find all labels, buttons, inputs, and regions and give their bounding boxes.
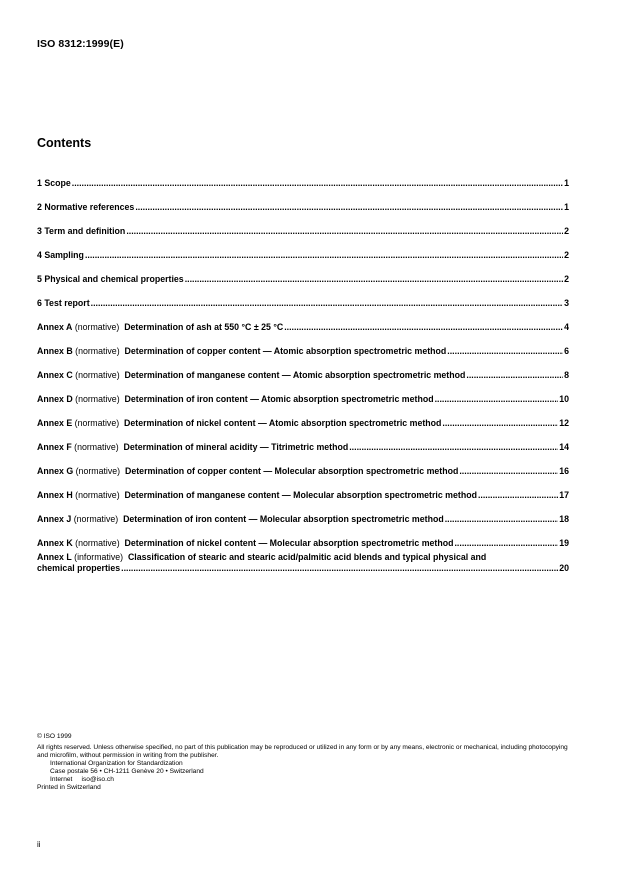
annex-title: Determination of nickel content — Molecular absorption spectrometric method [124, 537, 454, 548]
copyright-notice [37, 733, 577, 792]
toc-annex-j[interactable] [37, 500, 569, 524]
toc-entry-page: 20 [559, 562, 569, 573]
toc-entry-term-definition[interactable] [37, 212, 569, 236]
annex-title: Determination of manganese content — Atomic absorption spectrometric method [124, 369, 466, 380]
toc-entry-scope[interactable] [37, 164, 569, 188]
toc-entry-page: 16 [559, 465, 569, 476]
toc-entry-title: 2 Normative references [37, 201, 135, 212]
toc-entry-page: 12 [559, 417, 569, 428]
toc-annex-e[interactable] [37, 404, 569, 428]
table-of-contents [37, 164, 569, 573]
annex-title: Determination of copper content — Molecular absorption spectrometric method [125, 465, 459, 476]
toc-annex-g[interactable] [37, 452, 569, 476]
annex-type: (normative) [75, 537, 120, 548]
toc-annex-h[interactable] [37, 476, 569, 500]
toc-entry-title: 6 Test report [37, 297, 90, 308]
annex-type: (normative) [75, 489, 120, 500]
annex-label: Annex K [37, 537, 73, 548]
toc-entry-test-report[interactable] [37, 284, 569, 308]
annex-title: Determination of ash at 550 °C ± 25 °C [124, 321, 284, 332]
annex-title: Determination of iron content — Molecular absorption spectrometric method [123, 513, 444, 524]
organization-internet[interactable]: Internet iso@iso.ch [50, 776, 114, 783]
toc-entry-physical-chemical[interactable] [37, 260, 569, 284]
annex-label: Annex A [37, 321, 73, 332]
toc-entry-page: 6 [564, 345, 569, 356]
toc-entry-sampling[interactable] [37, 236, 569, 260]
toc-entry-title: 5 Physical and chemical properties [37, 273, 184, 284]
toc-entry-page: 1 [564, 201, 569, 212]
toc-annex-a[interactable] [37, 308, 569, 332]
toc-entry-title: 4 Sampling [37, 249, 84, 260]
annex-type: (normative) [73, 513, 119, 524]
toc-entry-page: 18 [559, 513, 569, 524]
toc-entry-page: 19 [559, 537, 569, 548]
toc-entry-page: 2 [564, 249, 569, 260]
organization-name: International Organization for Standardization [50, 760, 183, 767]
contents-title: Contents [37, 136, 92, 150]
toc-entry-page: 4 [564, 321, 569, 332]
toc-entry-title: 3 Term and definition [37, 225, 126, 236]
toc-entry-page: 1 [564, 177, 569, 188]
toc-entry-page: 14 [559, 441, 569, 452]
annex-title: Determination of copper content — Atomic absorption spectrometric method [124, 345, 447, 356]
toc-entry-title: 1 Scope [37, 177, 71, 188]
annex-title-line2: chemical properties [37, 562, 121, 573]
annex-type: (normative) [74, 321, 120, 332]
toc-entry-page: 10 [559, 393, 569, 404]
annex-title: Determination of iron content — Atomic absorption spectrometric method [124, 393, 434, 404]
annex-title: Determination of manganese content — Molecular absorption spectrometric method [124, 489, 477, 500]
annex-label: Annex E [37, 417, 73, 428]
toc-entry-page: 2 [564, 225, 569, 236]
document-id: ISO 8312:1999(E) [37, 38, 124, 50]
annex-type: (normative) [75, 369, 120, 380]
annex-label: Annex H [37, 489, 73, 500]
annex-type: (normative) [74, 441, 119, 452]
toc-entry-normative-references[interactable] [37, 188, 569, 212]
toc-entry-page: 17 [559, 489, 569, 500]
toc-entry-page: 2 [564, 273, 569, 284]
annex-type: (normative) [75, 393, 120, 404]
annex-label: Annex D [37, 393, 73, 404]
rights-statement: All rights reserved. Unless otherwise specified, no part of this publication may be reproduced or utilized in any form or by any means, electronic or mechanical, including photocopying and microfilm, without permission in writing from the publisher. [37, 744, 568, 759]
printed-in: Printed in Switzerland [37, 784, 101, 791]
annex-label: Annex L [37, 552, 72, 562]
annex-type: (normative) [75, 345, 120, 356]
annex-title: Determination of nickel content — Atomic absorption spectrometric method [124, 417, 442, 428]
toc-entry-page: 3 [564, 297, 569, 308]
annex-label: Annex J [37, 513, 72, 524]
toc-annex-l[interactable] [37, 552, 569, 573]
page-number: ii [37, 840, 41, 849]
annex-label: Annex G [37, 465, 74, 476]
toc-annex-b[interactable] [37, 332, 569, 356]
annex-type: (normative) [75, 465, 121, 476]
annex-type: (normative) [74, 417, 120, 428]
toc-annex-k[interactable] [37, 524, 569, 548]
toc-entry-page: 8 [564, 369, 569, 380]
annex-type: (informative) [74, 552, 124, 562]
annex-label: Annex B [37, 345, 73, 356]
annex-title: Determination of mineral acidity — Titrimetric method [123, 441, 349, 452]
toc-annex-c[interactable] [37, 356, 569, 380]
toc-annex-f[interactable] [37, 428, 569, 452]
copyright-line: © ISO 1999 [37, 733, 72, 740]
annex-label: Annex C [37, 369, 73, 380]
annex-label: Annex F [37, 441, 72, 452]
annex-title-line1: Classification of stearic and stearic acid/palmitic acid blends and typical physical and [127, 552, 487, 562]
toc-annex-d[interactable] [37, 380, 569, 404]
organization-address: Case postale 56 • CH-1211 Genève 20 • Switzerland [50, 768, 204, 775]
